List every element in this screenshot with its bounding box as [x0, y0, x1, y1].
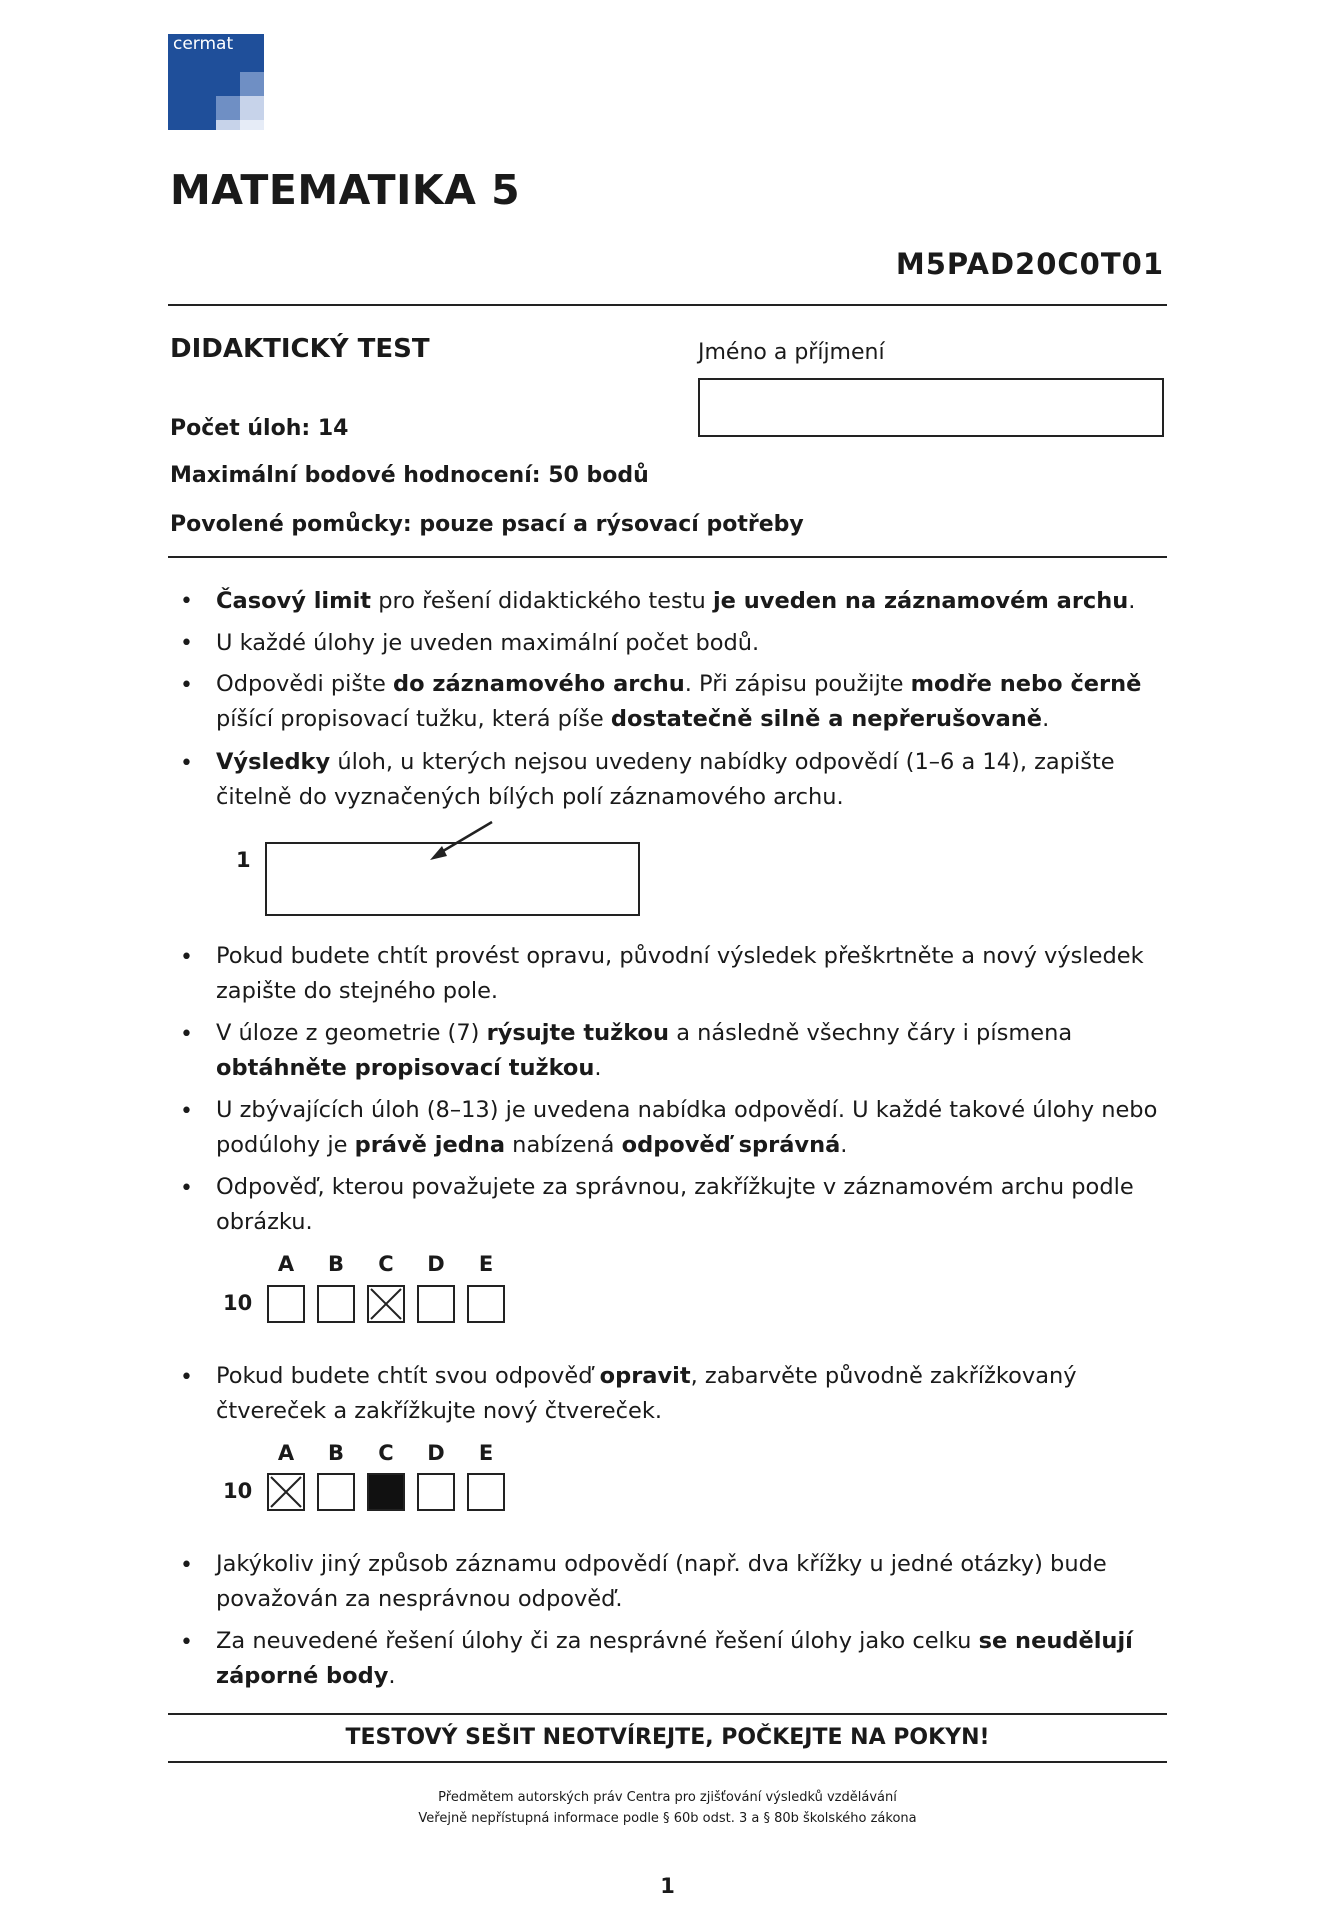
bullet-icon: • — [180, 1176, 193, 1201]
option-letter: E — [478, 1252, 494, 1276]
bullet-icon: • — [180, 1630, 193, 1655]
instruction-item: Časový limit pro řešení didaktického testu je uveden na záznamovém archu. — [216, 588, 1136, 614]
do-not-open-notice: TESTOVÝ SEŠIT NEOTVÍREJTE, POČKEJTE NA POKYN! — [345, 1725, 990, 1750]
bullet-icon: • — [180, 589, 193, 614]
option-letter: C — [378, 1252, 394, 1276]
option-letter: D — [427, 1441, 445, 1465]
instruction-item: Jakýkoliv jiný způsob záznamu odpovědí (např. dva křížky u jedné otázky) bude považován za nesprávnou odpověď. — [216, 1551, 1107, 1612]
divider — [168, 556, 1167, 558]
bullet-icon: • — [180, 1553, 193, 1578]
copyright-line: Veřejně nepřístupná informace podle § 60b odst. 3 a § 80b školského zákona — [418, 1811, 917, 1826]
instruction-item: Odpověď, kterou považujete za správnou, zakřížkujte v záznamovém archu podle obrázku. — [216, 1174, 1134, 1235]
bullet-icon: • — [180, 945, 193, 970]
option-letter: A — [277, 1441, 295, 1465]
logo-square — [240, 120, 264, 130]
example-number: 1 — [236, 848, 251, 872]
copyright-line: Předmětem autorských práv Centra pro zjišťování výsledků vzdělávání — [438, 1790, 897, 1805]
divider — [168, 1713, 1167, 1715]
bullet-icon: • — [180, 631, 193, 656]
option-letter: D — [427, 1252, 445, 1276]
checkbox-c-filled — [367, 1473, 405, 1511]
checkbox-c-crossed — [367, 1285, 405, 1323]
bullet-icon: • — [180, 1365, 193, 1390]
checkbox-a — [267, 1285, 305, 1323]
option-letter: B — [327, 1252, 344, 1276]
option-letter: B — [327, 1441, 344, 1465]
logo-square — [240, 72, 264, 96]
checkbox-e — [467, 1473, 505, 1511]
bullet-icon: • — [180, 751, 193, 776]
instruction-item: Pokud budete chtít svou odpověď opravit, zabarvěte původně zakřížkovaný čtvereček a zakřížkujte nový čtvereček. — [216, 1363, 1077, 1424]
instruction-item: U každé úlohy je uveden maximální počet bodů. — [216, 630, 760, 656]
bullet-icon: • — [180, 1099, 193, 1124]
checkbox-e — [467, 1285, 505, 1323]
bullet-icon: • — [180, 673, 193, 698]
cross-icon — [369, 1287, 403, 1321]
instruction-item: Za neuvedené řešení úlohy či za nesprávné řešení úlohy jako celku se neudělují záporné body. — [216, 1628, 1133, 1689]
instruction-item: Výsledky úloh, u kterých nejsou uvedeny nabídky odpovědí (1–6 a 14), zapište čitelně do vyznačených bílých polí záznamového archu. — [216, 749, 1115, 810]
page-title: MATEMATIKA 5 — [170, 166, 521, 214]
arrow-icon — [420, 816, 500, 866]
cermat-logo — [168, 34, 264, 130]
page-number: 1 — [660, 1874, 675, 1898]
logo-text: cermat — [173, 34, 234, 54]
checkbox-b — [317, 1473, 355, 1511]
checkbox-b — [317, 1285, 355, 1323]
option-letter: A — [277, 1252, 295, 1276]
example-number: 10 — [223, 1291, 253, 1315]
task-count: Počet úloh: 14 — [170, 416, 349, 441]
checkbox-a-crossed — [267, 1473, 305, 1511]
divider — [168, 1761, 1167, 1763]
instruction-item: Odpovědi pište do záznamového archu. Při zápisu použijte modře nebo černě píšící propisovací tužku, která píše dostatečně silně a nepřerušovaně. — [216, 671, 1142, 732]
test-code: M5PAD20C0T01 — [895, 247, 1164, 281]
max-points: Maximální bodové hodnocení: 50 bodů — [170, 463, 649, 488]
logo-square — [240, 96, 264, 120]
instruction-item: U zbývajících úloh (8–13) je uvedena nabídka odpovědí. U každé takové úlohy nebo podúlohy je právě jedna nabízená odpověď správná. — [216, 1097, 1158, 1158]
checkbox-d — [417, 1285, 455, 1323]
checkbox-d — [417, 1473, 455, 1511]
cross-icon — [269, 1475, 303, 1509]
example-number: 10 — [223, 1479, 253, 1503]
logo-square — [216, 120, 240, 130]
test-subtitle: DIDAKTICKÝ TEST — [170, 334, 430, 364]
name-field[interactable] — [698, 378, 1164, 437]
option-letter: C — [378, 1441, 394, 1465]
logo-square — [216, 96, 240, 120]
divider — [168, 304, 1167, 306]
allowed-tools: Povolené pomůcky: pouze psací a rýsovací potřeby — [170, 512, 804, 537]
option-letter: E — [478, 1441, 494, 1465]
instruction-item: V úloze z geometrie (7) rýsujte tužkou a následně všechny čáry i písmena obtáhněte propisovací tužkou. — [216, 1020, 1073, 1081]
name-label: Jméno a příjmení — [698, 340, 885, 365]
bullet-icon: • — [180, 1022, 193, 1047]
instruction-item: Pokud budete chtít provést opravu, původní výsledek přeškrtněte a nový výsledek zapište do stejného pole. — [216, 943, 1144, 1004]
